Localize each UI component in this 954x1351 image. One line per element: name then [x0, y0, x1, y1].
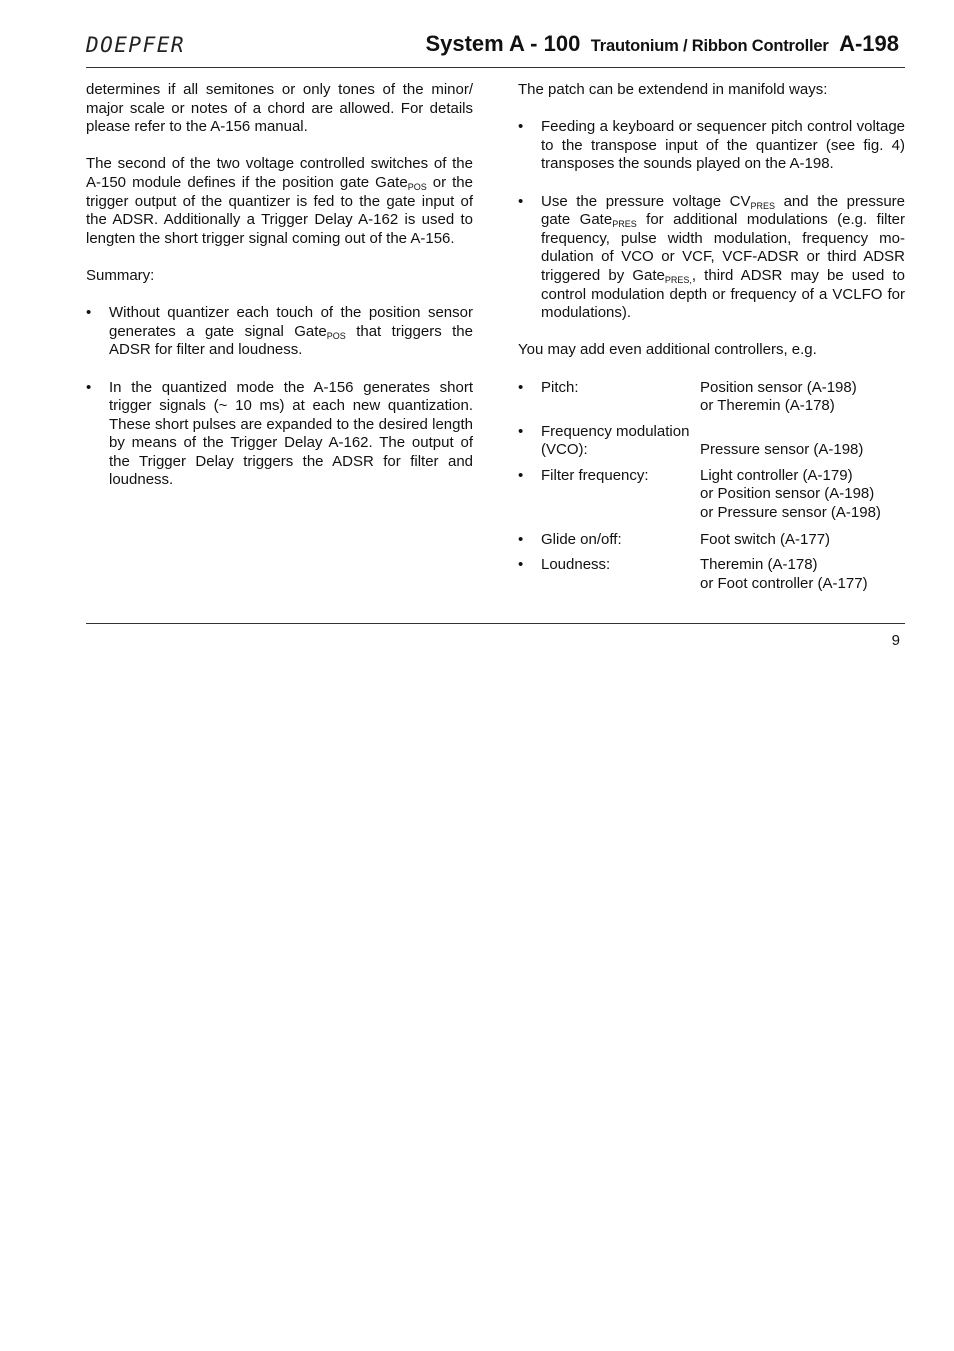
system-title: System A - 100: [425, 31, 581, 56]
right-column: [518, 81, 905, 593]
controller-name: • Filter frequency:: [541, 466, 649, 484]
module-subtitle: Trautonium / Ribbon Controller: [590, 37, 829, 55]
controller-value: Position sensor (A-198): [700, 378, 857, 396]
doepfer-logo: DOEPFER: [86, 33, 186, 57]
list-item: • In the quantized mode the A-156 generates short trigger signals (~ 10 ms) at each new quantization. These short pulses are expanded to the desired length by means of the Trigger Delay A-162. The output of the Trigger Delay triggers the ADSR for filter and loudness.: [86, 379, 473, 491]
paragraph-controllers: You may add even additional controllers, e.g.: [518, 341, 817, 359]
controller-name: • Pitch:: [541, 378, 579, 396]
controller-value: Theremin (A-178): [700, 556, 818, 574]
controller-value: Foot switch (A-177): [700, 530, 831, 548]
controller-name: • Loudness:: [541, 556, 611, 574]
controller-name: • Glide on/off:: [541, 530, 622, 548]
module-number: A-198: [839, 31, 899, 56]
list-item: • Without quantizer each touch of the position sensor generates a gate signal Gate$_{POS}$ that triggers the ADSR for filter and loudness.: [86, 304, 473, 360]
controller-value: or Theremin (A-178): [700, 397, 835, 415]
list-item: • Use the pressure voltage $CV_{PRES}$ and the pressure gate Gate$_{PRES}$ for additional modulations (e.g. filter frequency, pulse width modulation, frequency mo-dulation of VCO or VCF, VCF-ADSR or third ADSR triggered by Gate$_{PRES,}$, third ADSR may be used to control modulation depth or frequency of a VCLFO for modulations).: [518, 193, 905, 323]
controller-name: • Frequency modulation: [541, 422, 690, 440]
controller-filter-frequency: [518, 467, 905, 523]
controller-frequency-modulation: [518, 423, 905, 460]
list-item: • Feeding a keyboard or sequencer pitch control voltage to the transpose input of the quantizer (see fig. 4) transposes the sounds played on the A-198.: [518, 118, 905, 174]
controller-value: Pressure sensor (A-198): [700, 441, 864, 459]
summary-heading: Summary:: [86, 266, 155, 284]
header-divider: [86, 67, 905, 68]
paragraph-intro: The patch can be extendend in manifold ways:: [518, 81, 828, 98]
footer-divider: [86, 623, 905, 624]
controller-value: or Foot controller (A-177): [700, 574, 868, 592]
controller-loudness: [518, 556, 905, 593]
paragraph-scale: determines if all semitones or only tones of the minor/ major scale or notes of a chord are allowed. For details please refer to the A-156 manual.: [86, 81, 473, 136]
paragraph-switches: The second of the two voltage controlled switches of the A-150 module defines if the position gate Gate$_{POS}$ or the trigger output of the quantizer is fed to the gate input of the ADSR. Additionally a Trigger Delay A-162 is used to lengten the short trigger signal coming out of the A-156.: [86, 155, 473, 247]
page-number: 9: [891, 632, 900, 649]
controller-value: Light controller (A-179): [700, 466, 853, 484]
controller-name: (VCO):: [541, 441, 588, 459]
page-header: [425, 31, 899, 57]
controller-value: or Pressure sensor (A-198): [700, 504, 881, 522]
controller-pitch: [518, 379, 905, 416]
left-column: [86, 81, 473, 509]
controller-value: or Position sensor (A-198): [700, 485, 875, 503]
controller-glide: [518, 531, 905, 550]
